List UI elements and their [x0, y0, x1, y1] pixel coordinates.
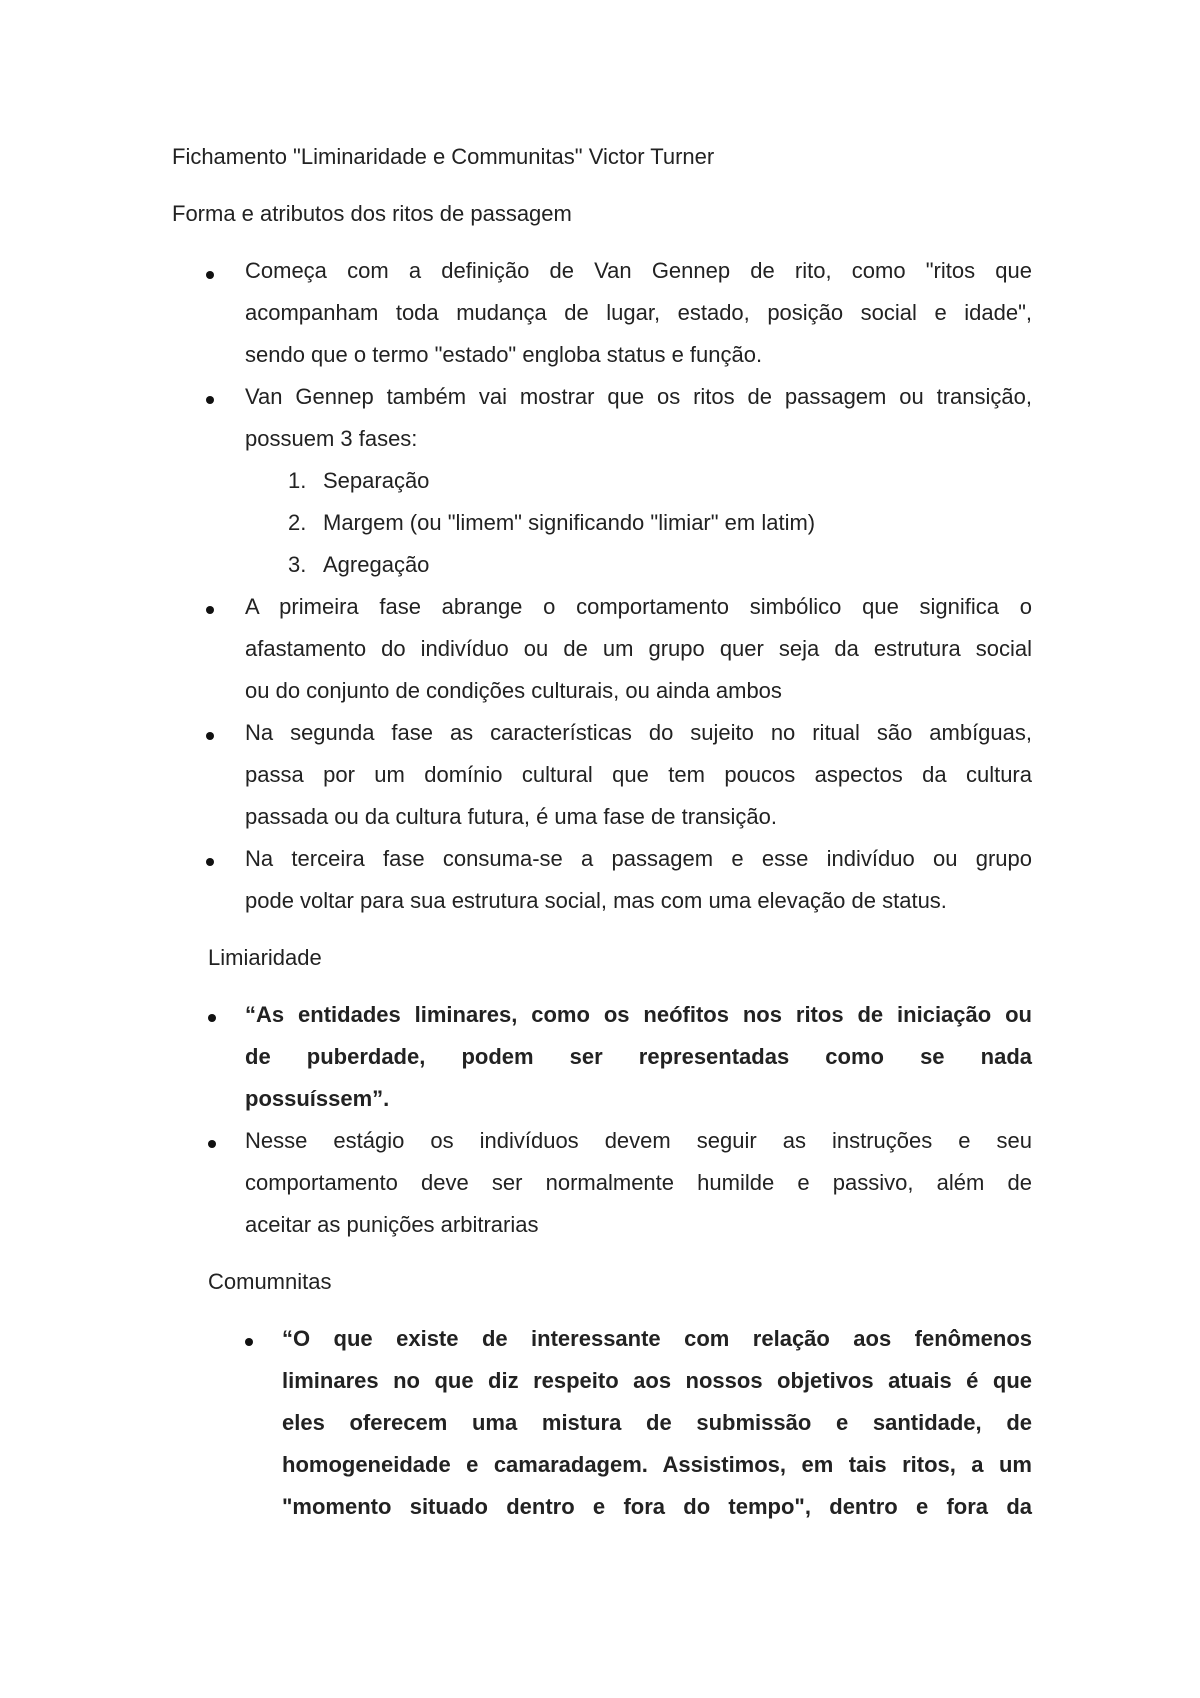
quote-line: homogeneidade e camaradagem. Assistimos, em tais ritos, a um	[282, 1452, 1032, 1477]
section-heading-limiaridade: Limiaridade	[208, 945, 322, 970]
bullet-icon	[206, 271, 214, 279]
paragraph-line: Começa com a definição de Van Gennep de rito, como "ritos que	[245, 258, 1032, 283]
section-heading-forma: Forma e atributos dos ritos de passagem	[172, 201, 572, 226]
paragraph-line: Nesse estágio os indivíduos devem seguir as instruções e seu	[245, 1128, 1032, 1153]
paragraph-line: A primeira fase abrange o comportamento simbólico que significa o	[245, 594, 1032, 619]
quote-line: de puberdade, podem ser representadas como se nada	[245, 1044, 1032, 1069]
bullet-icon	[245, 1338, 253, 1346]
paragraph-line: ou do conjunto de condições culturais, ou ainda ambos	[245, 678, 782, 703]
bullet-icon	[206, 732, 214, 740]
paragraph-line: Na segunda fase as características do sujeito no ritual são ambíguas,	[245, 720, 1032, 745]
paragraph-line: passa por um domínio cultural que tem poucos aspectos da cultura	[245, 762, 1032, 787]
paragraph-line: aceitar as punições arbitrarias	[245, 1212, 539, 1237]
list-number: 1.	[288, 468, 307, 493]
bullet-icon	[206, 396, 214, 404]
bullet-icon	[206, 858, 214, 866]
quote-line: “O que existe de interessante com relação aos fenômenos	[282, 1326, 1032, 1351]
section-heading-comumnitas: Comumnitas	[208, 1269, 332, 1294]
bullet-icon	[208, 1140, 216, 1148]
quote-line: "momento situado dentro e fora do tempo", dentro e fora da	[282, 1494, 1032, 1519]
quote-line: “As entidades liminares, como os neófitos nos ritos de iniciação ou	[245, 1002, 1032, 1027]
paragraph-line: passada ou da cultura futura, é uma fase de transição.	[245, 804, 777, 829]
paragraph-line: acompanham toda mudança de lugar, estado, posição social e idade",	[245, 300, 1032, 325]
paragraph-line: Na terceira fase consuma-se a passagem e esse indivíduo ou grupo	[245, 846, 1032, 871]
quote-line: liminares no que diz respeito aos nossos objetivos atuais é que	[282, 1368, 1032, 1393]
paragraph-line: pode voltar para sua estrutura social, mas com uma elevação de status.	[245, 888, 947, 913]
phase-item: Margem (ou "limem" significando "limiar" em latim)	[323, 510, 816, 535]
phase-item: Separação	[323, 468, 430, 493]
quote-line: possuíssem”.	[245, 1086, 390, 1111]
list-number: 2.	[288, 510, 307, 535]
paragraph-line: afastamento do indivíduo ou de um grupo quer seja da estrutura social	[245, 636, 1032, 661]
paragraph-line: possuem 3 fases:	[245, 426, 418, 451]
paragraph-line: sendo que o termo "estado" engloba status e função.	[245, 342, 763, 367]
bullet-icon	[206, 606, 214, 614]
paragraph-line: Van Gennep também vai mostrar que os ritos de passagem ou transição,	[245, 384, 1032, 409]
quote-line: eles oferecem uma mistura de submissão e santidade, de	[282, 1410, 1032, 1435]
list-number: 3.	[288, 552, 307, 577]
bullet-icon	[208, 1014, 216, 1022]
phase-item: Agregação	[323, 552, 430, 577]
paragraph-line: comportamento deve ser normalmente humilde e passivo, além de	[245, 1170, 1032, 1195]
document-title: Fichamento "Liminaridade e Communitas" Victor Turner	[172, 144, 715, 169]
